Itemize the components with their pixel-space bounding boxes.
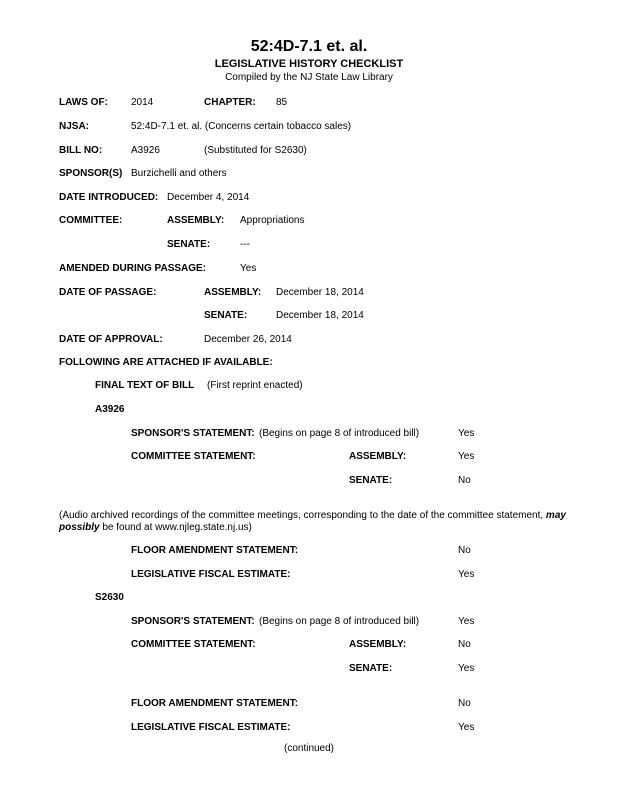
final-text-note: (First reprint enacted) <box>207 380 303 391</box>
s2630-fiscal-estimate-label: LEGISLATIVE FISCAL ESTIMATE: <box>131 722 291 733</box>
a3926-fiscal-estimate-value: Yes <box>458 569 475 580</box>
passage-senate-value: December 18, 2014 <box>276 310 364 321</box>
page-subtitle: LEGISLATIVE HISTORY CHECKLIST <box>214 58 404 70</box>
sponsors-value: Burzichelli and others <box>131 168 227 179</box>
passage-assembly-label: ASSEMBLY: <box>204 287 262 298</box>
bill-no-label: BILL NO: <box>59 145 103 156</box>
a3926-heading: A3926 <box>95 404 125 415</box>
s2630-floor-amendment-value: No <box>458 698 471 709</box>
a3926-floor-amendment-label: FLOOR AMENDMENT STATEMENT: <box>131 545 299 556</box>
audio-archive-note: (Audio archived recordings of the committee meetings, corresponding to the date of the committee statement, may possibly be found at www.njleg.state.nj.us) <box>59 510 566 533</box>
a3926-senate-label: SENATE: <box>349 475 393 486</box>
s2630-floor-amendment-label: FLOOR AMENDMENT STATEMENT: <box>131 698 299 709</box>
date-introduced-value: December 4, 2014 <box>167 192 250 203</box>
committee-label: COMMITTEE: <box>59 215 123 226</box>
a3926-senate-value: No <box>458 475 471 486</box>
sponsors-label: SPONSOR(S) <box>59 168 123 179</box>
s2630-sponsor-statement-note: (Begins on page 8 of introduced bill) <box>259 616 420 627</box>
attached-heading: FOLLOWING ARE ATTACHED IF AVAILABLE: <box>59 357 273 368</box>
date-of-approval-value: December 26, 2014 <box>204 334 292 345</box>
s2630-fiscal-estimate-value: Yes <box>458 722 475 733</box>
s2630-committee-statement-label: COMMITTEE STATEMENT: <box>131 639 256 650</box>
chapter-label: CHAPTER: <box>204 97 256 108</box>
a3926-committee-statement-label: COMMITTEE STATEMENT: <box>131 451 256 462</box>
chapter-value: 85 <box>276 97 288 108</box>
bill-no-value: A3926 <box>131 145 160 156</box>
a3926-assembly-value: Yes <box>458 451 475 462</box>
laws-of-label: LAWS OF: <box>59 97 108 108</box>
s2630-heading: S2630 <box>95 592 124 603</box>
a3926-fiscal-estimate-label: LEGISLATIVE FISCAL ESTIMATE: <box>131 569 291 580</box>
s2630-senate-label: SENATE: <box>349 663 393 674</box>
passage-senate-label: SENATE: <box>204 310 248 321</box>
s2630-assembly-label: ASSEMBLY: <box>349 639 407 650</box>
date-introduced-label: DATE INTRODUCED: <box>59 192 159 203</box>
amended-value: Yes <box>240 263 257 274</box>
committee-senate-label: SENATE: <box>167 239 211 250</box>
a3926-floor-amendment-value: No <box>458 545 471 556</box>
a3926-sponsor-statement-label: SPONSOR'S STATEMENT: <box>131 428 255 439</box>
s2630-assembly-value: No <box>458 639 471 650</box>
committee-senate-value: --- <box>240 239 250 250</box>
page-title: 52:4D-7.1 et. al. <box>250 38 368 55</box>
bill-no-note: (Substituted for S2630) <box>204 145 307 156</box>
s2630-senate-value: Yes <box>458 663 475 674</box>
amended-label: AMENDED DURING PASSAGE: <box>59 263 207 274</box>
continued-note: (continued) <box>283 743 335 754</box>
date-of-passage-label: DATE OF PASSAGE: <box>59 287 157 298</box>
njsa-value: 52:4D-7.1 et. al. (Concerns certain tobacco sales) <box>131 121 352 132</box>
committee-assembly-value: Appropriations <box>240 215 305 226</box>
s2630-sponsor-statement-value: Yes <box>458 616 475 627</box>
a3926-sponsor-statement-note: (Begins on page 8 of introduced bill) <box>259 428 420 439</box>
final-text-label: FINAL TEXT OF BILL <box>95 380 195 391</box>
a3926-assembly-label: ASSEMBLY: <box>349 451 407 462</box>
njsa-label: NJSA: <box>59 121 90 132</box>
laws-of-value: 2014 <box>131 97 154 108</box>
s2630-sponsor-statement-label: SPONSOR'S STATEMENT: <box>131 616 255 627</box>
compiled-by: Compiled by the NJ State Law Library <box>225 72 393 83</box>
committee-assembly-label: ASSEMBLY: <box>167 215 225 226</box>
date-of-approval-label: DATE OF APPROVAL: <box>59 334 163 345</box>
passage-assembly-value: December 18, 2014 <box>276 287 364 298</box>
a3926-sponsor-statement-value: Yes <box>458 428 475 439</box>
